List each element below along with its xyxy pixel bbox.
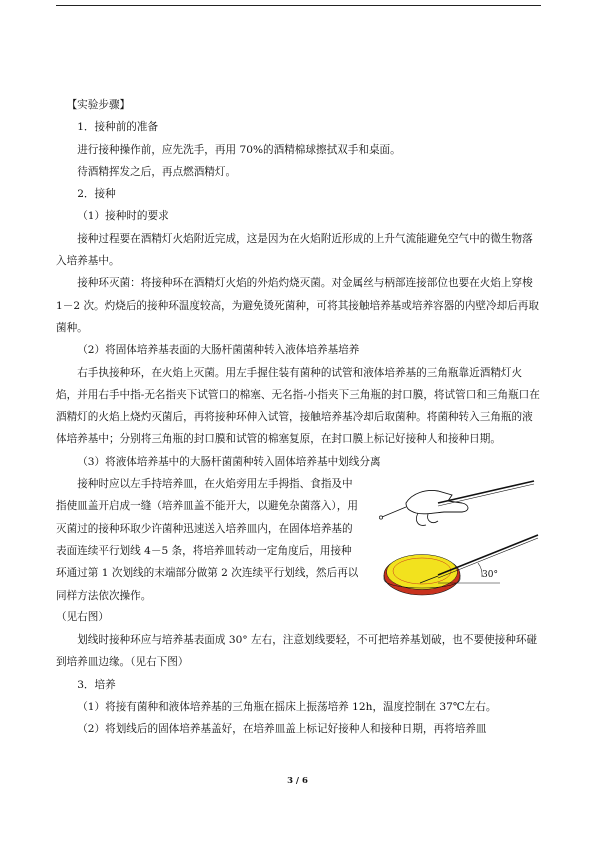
paragraph: 右手执接种环，在火焰上灭菌。用左手握住装有菌种的试管和液体培养基的三角瓶靠近酒精灯火焰，并用右手中指-无名指夹下试管口的棉塞、无名指-小指夹下三角瓶的封口膜，将试管口和三角瓶口在酒精灯的火焰上烧灼灭菌后，再将接种环伸入试管，接触培养基冷却后取菌种。将菌种转入三角瓶的液体培养基中；分别将三角瓶的封口膜和试管的棉塞复原，在封口膜上标记好接种人和接种日期。 <box>56 366 540 446</box>
hand-outline <box>406 491 468 514</box>
document-body <box>56 94 541 741</box>
section-heading: 【实验步骤】 <box>66 99 131 111</box>
section-title-1: 1．接种前的准备 <box>77 121 159 134</box>
streak-loop-handle <box>438 535 538 575</box>
paragraph: 接种时应以左手持培养皿，在火焰旁用左手拇指、食指及中指使皿盖开启成一缝（培养皿盖不能开大，以避免杂菌落入），用灭菌过的接种环取少许菌种迅速送入培养皿内，在固体培养基的表面连续平行划线 4－5 条，将培养皿转动一定角度后，用接种环通过第 1 次划线的末端部分做第 2 次连续平行划线，然后再以同样方法依次操作。 <box>56 478 359 602</box>
page-number: 3 / 6 <box>287 776 308 786</box>
paragraph: 进行接种操作前，应先洗手，再用 70%的酒精棉球擦拭双手和桌面。 <box>77 143 401 156</box>
paragraph: 划线时接种环应与培养基表面成 30° 左右，注意划线要轻，不可把培养基划破，也不要使接种环碰到培养皿边缘。（见右下图） <box>56 634 538 669</box>
subsection-title-1: （1）接种时的要求 <box>77 210 169 223</box>
inoculating-loop-tip <box>379 516 382 519</box>
hand-fingers <box>416 513 438 525</box>
subsection-title-2: （2）将固体培养基表面的大肠杆菌菌种转入液体培养基培养 <box>77 344 360 357</box>
inoculating-loop-handle <box>438 481 534 503</box>
streak-text <box>56 473 359 607</box>
paragraph: （1）将接有菌种和液体培养基的三角瓶在摇床上振荡培养 12h，温度控制在 37℃左右。 <box>77 700 497 713</box>
paragraph: （2）将划线后的固体培养基盖好，在培养皿盖上标记好接种人和接种日期，再将培养皿 <box>77 723 487 736</box>
header-rule <box>56 5 541 6</box>
section-title-3: 3．培养 <box>77 678 116 691</box>
paragraph: 待酒精挥发之后，再点燃酒精灯。 <box>77 165 237 178</box>
subsection-title-3: （3）将液体培养基中的大肠杆菌菌种转入固体培养基中划线分离 <box>77 455 381 468</box>
inoculating-loop-wire <box>382 507 406 517</box>
paragraph: 接种过程要在酒精灯火焰附近完成，这是因为在火焰附近形成的上升气流能避免空气中的微生物落入培养基中。 <box>56 232 533 268</box>
angle-label: 30° <box>482 570 498 581</box>
paragraph-tail: （见右图） <box>56 611 109 624</box>
paragraph: 接种环灭菌：将接种环在酒精灯火焰的外焰灼烧灭菌。对金属丝与柄部连接部位也要在火焰上穿梭 1－2 次。灼烧后的接种环温度较高，为避免烫死菌种，可将其接触培养基或培养容器的内壁冷却后再取菌种。 <box>56 277 539 334</box>
streak-plate-figure <box>378 479 541 603</box>
streak-section <box>56 473 541 629</box>
section-title-2: 2．接种 <box>77 188 116 201</box>
